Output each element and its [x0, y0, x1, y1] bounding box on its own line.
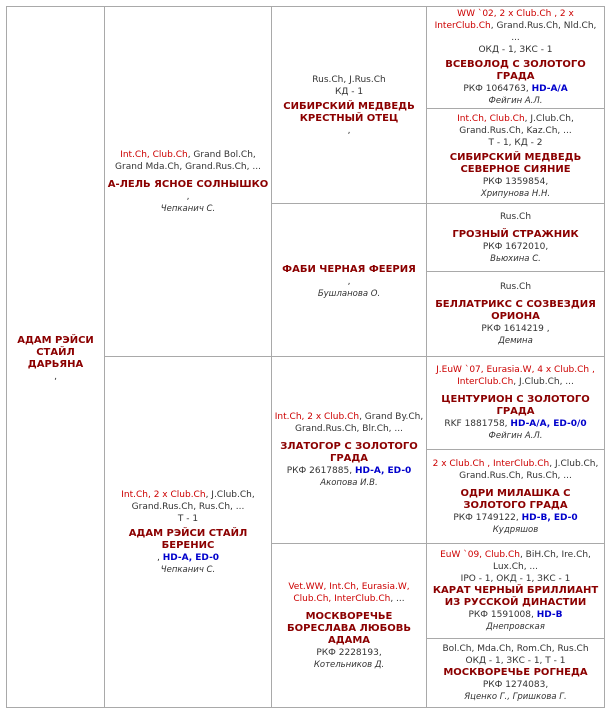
- sire-titles-red: Int.Ch, Club.Ch: [120, 149, 188, 160]
- dss-reg: [444, 418, 586, 430]
- ss-reg: ,: [347, 125, 351, 136]
- dds-titles-rest: , BiH.Ch, Ire.Ch, Lux.Ch, ...: [492, 550, 591, 572]
- dds-titles2: IPO - 1, ОКД - 1, ЗКС - 1: [460, 574, 571, 584]
- sire-reg: ,: [186, 191, 190, 202]
- pedigree-ds: [271, 356, 427, 544]
- sss-reg-number: РКФ 1064763,: [463, 84, 529, 94]
- ssd-reg: РКФ 1359854,: [482, 176, 549, 187]
- sdd-breeder: Демина: [498, 336, 533, 346]
- pedigree-dss: [426, 356, 605, 450]
- ss-name[interactable]: СИБИРСКИЙ МЕДВЕДЬ КРЕСТНЫЙ ОТЕЦ: [283, 100, 415, 124]
- pedigree-dog: [6, 6, 105, 708]
- ssd-titles-red: Int.Ch, Club.Ch: [457, 113, 525, 124]
- pedigree-dsd: [426, 449, 605, 544]
- dam-reg-prefix: ,: [156, 552, 160, 563]
- dam-titles-rest: , J.Club.Ch, Grand.Rus.Ch, Rus.Ch, ...: [131, 489, 255, 512]
- dss-name[interactable]: ЦЕНТУРИОН С ЗОЛОТОГО ГРАДА: [441, 394, 590, 417]
- dds-breeder: Днепровская: [486, 622, 545, 632]
- ds-breeder: Акопова И.В.: [320, 478, 378, 488]
- dam-reg: [157, 552, 219, 564]
- dds-health: HD-B: [536, 610, 563, 620]
- ds-reg-number: РКФ 2617885,: [286, 466, 353, 476]
- sire-titles: [107, 149, 269, 173]
- dsd-titles-rest: , J.Club.Ch, Grand.Rus.Ch, Rus.Ch, ...: [459, 458, 599, 481]
- pedigree-ddd: [426, 638, 605, 708]
- sss-titles-rest: , Grand.Rus.Ch, Nld.Ch, ...: [490, 21, 597, 43]
- sd-name[interactable]: ФАБИ ЧЕРНАЯ ФЕЕРИЯ: [282, 263, 416, 275]
- sd-reg: ,: [347, 276, 351, 287]
- sire-breeder: Чепканич С.: [160, 203, 216, 214]
- sss-titles: [429, 8, 602, 44]
- pedigree-ss: [271, 6, 427, 204]
- ddd-titles: Bol.Ch, Mda.Ch, Rom.Ch, Rus.Ch: [442, 644, 589, 654]
- ds-health: HD-A, ED-0: [354, 466, 412, 476]
- sdd-name[interactable]: БЕЛЛАТРИКС С СОЗВЕЗДИЯ ОРИОНА: [435, 299, 596, 322]
- dss-titles: [429, 364, 602, 388]
- dd-titles: [274, 581, 424, 605]
- dss-health: HD-A/A, ED-0/0: [510, 419, 587, 429]
- pedigree-sdd: [426, 271, 605, 357]
- sss-health: HD-A/A: [531, 84, 568, 94]
- dss-breeder: Фейгин А.Л.: [488, 431, 543, 441]
- pedigree-sire: [104, 6, 272, 357]
- ssd-name[interactable]: СИБИРСКИЙ МЕДВЕДЬ СЕВЕРНОЕ СИЯНИЕ: [449, 151, 582, 175]
- sd-breeder: Бушланова О.: [317, 288, 381, 299]
- ds-name[interactable]: ЗЛАТОГОР С ЗОЛОТОГО ГРАДА: [280, 441, 418, 464]
- dog-suffix: ,: [54, 371, 57, 382]
- dsd-titles: [429, 458, 602, 482]
- sds-titles: Rus.Ch: [499, 211, 532, 222]
- dds-reg-number: РКФ 1591008,: [468, 610, 534, 620]
- dds-reg: [468, 609, 562, 621]
- dam-health: HD-A, ED-0: [162, 552, 220, 563]
- sss-reg: [463, 83, 567, 95]
- ddd-name[interactable]: МОСКВОРЕЧЬЕ РОГНЕДА: [443, 667, 588, 678]
- ss-titles: Rus.Ch, J.Rus.Ch: [312, 74, 386, 85]
- pedigree-sds: [426, 203, 605, 272]
- dsd-breeder: Кудряшов: [492, 524, 539, 535]
- dss-titles-rest: , J.Club.Ch, ...: [513, 377, 574, 387]
- pedigree-dam: [104, 356, 272, 708]
- dam-titles-red: Int.Ch, 2 x Club.Ch: [121, 489, 206, 500]
- ssd-titles-rest: , J.Club.Ch, Grand.Rus.Ch, Kaz.Ch, ...: [459, 113, 574, 136]
- sss-breeder: Фейгин А.Л.: [488, 96, 543, 106]
- sire-name[interactable]: А-ЛЕЛЬ ЯСНОЕ СОЛНЫШКО: [107, 178, 269, 190]
- dsd-titles-red: 2 x Club.Ch , InterClub.Ch: [432, 458, 550, 469]
- sds-name[interactable]: ГРОЗНЫЙ СТРАЖНИК: [452, 228, 579, 240]
- dam-name[interactable]: АДАМ РЭЙСИ СТАЙЛ БЕРЕНИС: [128, 527, 248, 551]
- ssd-breeder: Хрипунова Н.Н.: [480, 188, 551, 199]
- sdd-titles: Rus.Ch: [499, 282, 532, 292]
- dsd-health: HD-B, ED-0: [521, 512, 578, 523]
- sds-reg: РКФ 1672010,: [482, 241, 549, 252]
- pedigree-sss: [426, 6, 605, 109]
- dsd-reg-number: РКФ 1749122,: [453, 512, 519, 523]
- ss-titles2: КД - 1: [334, 86, 364, 97]
- ds-titles-rest: , Grand By.Ch, Grand.Rus.Ch, Blr.Ch, ...: [295, 412, 424, 434]
- dsd-reg: [453, 512, 577, 524]
- sds-breeder: Вьюхина С.: [490, 253, 541, 264]
- dam-titles: [107, 489, 269, 513]
- dd-breeder: Котельников Д.: [313, 659, 385, 670]
- ssd-titles: [429, 113, 602, 137]
- pedigree-dd: [271, 543, 427, 708]
- sire-titles-rest: , Grand Bol.Ch, Grand Mda.Ch, Grand.Rus.Ch, ...: [115, 149, 261, 172]
- dsd-name[interactable]: ОДРИ МИЛАШКА С ЗОЛОТОГО ГРАДА: [460, 487, 571, 511]
- dog-name[interactable]: АДАМ РЭЙСИ СТАЙЛ ДАРЬЯНА: [17, 334, 94, 370]
- sss-titles2: ОКД - 1, ЗКС - 1: [478, 45, 553, 55]
- dd-reg: РКФ 2228193,: [316, 647, 382, 658]
- ddd-titles2: ОКД - 1, ЗКС - 1, Т - 1: [465, 656, 566, 666]
- ddd-breeder: Яценко Г., Гришкова Г.: [464, 692, 567, 702]
- dss-titles-red: J.EuW `07, Eurasia.W, 4 x Club.Ch , InterClub.Ch: [436, 365, 595, 387]
- ds-titles-red: Int.Ch, 2 x Club.Ch: [274, 412, 360, 422]
- sdd-reg: РКФ 1614219 ,: [481, 324, 550, 334]
- dds-name[interactable]: КАРАТ ЧЕРНЫЙ БРИЛЛИАНТ ИЗ РУССКОЙ ДИНАСТИИ: [432, 585, 599, 608]
- ssd-titles2: Т - 1, КД - 2: [488, 137, 543, 148]
- ds-titles: [274, 411, 424, 435]
- ds-reg: [287, 465, 412, 477]
- dd-titles-red: Vet.WW, Int.Ch, Eurasia.W, Club.Ch, InterClub.Ch: [288, 581, 410, 604]
- dss-reg-number: RKF 1881758,: [444, 419, 508, 429]
- dd-name[interactable]: МОСКВОРЕЧЬЕ БОРЕСЛАВА ЛЮБОВЬ АДАМА: [287, 610, 411, 646]
- pedigree-sd: [271, 203, 427, 357]
- dds-titles-red: EuW `09, Club.Ch: [440, 550, 520, 560]
- dds-titles: [429, 549, 602, 573]
- dd-titles-rest: , ...: [390, 593, 405, 604]
- sss-name[interactable]: ВСЕВОЛОД С ЗОЛОТОГО ГРАДА: [445, 59, 586, 82]
- pedigree-dds: [426, 543, 605, 639]
- dam-breeder: Чепканич С.: [160, 564, 216, 575]
- sss-titles-red: WW `02, 2 x Club.Ch , 2 x InterClub.Ch: [434, 9, 574, 31]
- dam-titles2: Т - 1: [177, 513, 199, 524]
- ddd-reg: РКФ 1274083,: [482, 680, 549, 690]
- pedigree-ssd: [426, 108, 605, 204]
